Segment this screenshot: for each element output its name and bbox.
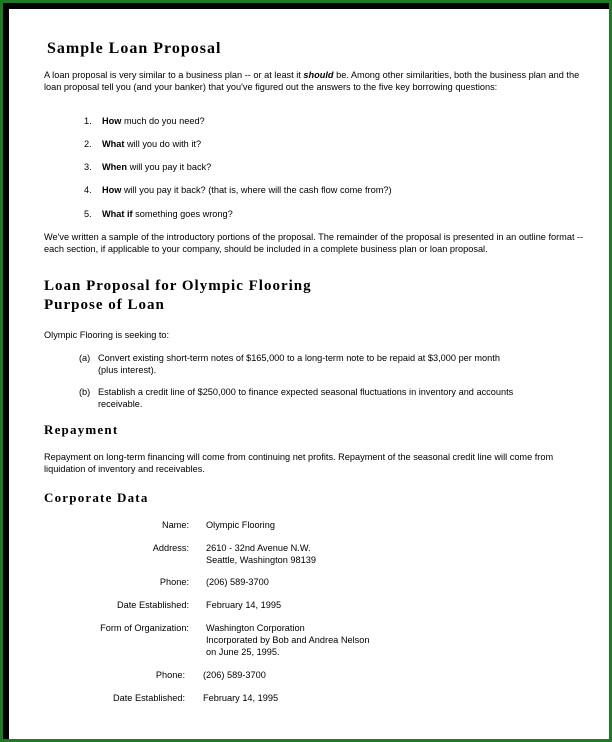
outline-note: We've written a sample of the introductory portions of the proposal. The remainder of the proposal is presented in an outline format -- each section, if applicable to your company, should be included in a complete business plan or loan proposal. <box>44 232 584 254</box>
document-page <box>9 9 609 739</box>
corporate-label: Form of Organization: <box>100 623 189 633</box>
corporate-label: Address: <box>152 543 189 553</box>
corporate-value: 2610 - 32nd Avenue N.W. Seattle, Washington 98139 <box>206 543 316 565</box>
purpose-item: (a) Convert existing short-term notes of $165,000 to a long-term note to be repaid at $3,000 per month (plus interest). <box>79 353 500 375</box>
corporate-value: (206) 589-3700 <box>203 670 266 680</box>
corporate-value: February 14, 1995 <box>206 600 282 610</box>
corporate-label: Name: <box>161 520 189 530</box>
purpose-heading: Purpose of Loan <box>44 297 165 313</box>
purpose-intro: Olympic Flooring is seeking to: <box>44 330 170 340</box>
question-item: 4. How will you pay it back? (that is, where will the cash flow come from?) <box>84 185 392 195</box>
corporate-label: Phone: <box>159 577 189 587</box>
question-item: 3. When will you pay it back? <box>84 162 212 172</box>
corporate-value: Olympic Flooring <box>206 520 275 530</box>
repayment-text: Repayment on long-term financing will come from continuing net profits. Repayment of the seasonal credit line will come from liquidation of inventory and receivables. <box>44 452 554 474</box>
corporate-heading: Corporate Data <box>44 490 149 505</box>
question-item: 1. How much do you need? <box>84 116 205 126</box>
corporate-value: (206) 589-3700 <box>206 577 269 587</box>
repayment-heading: Repayment <box>44 422 119 437</box>
purpose-item: (b) Establish a credit line of $250,000 to finance expected seasonal fluctuations in inventory and accounts receivable. <box>79 387 514 409</box>
intro-emphasis: should <box>303 70 334 80</box>
corporate-value: Washington Corporation Incorporated by Bob and Andrea Nelson on June 25, 1995. <box>206 623 370 657</box>
proposal-heading: Loan Proposal for Olympic Flooring <box>44 278 312 294</box>
question-item: 2. What will you do with it? <box>84 139 202 149</box>
document-title: Sample Loan Proposal <box>47 40 222 57</box>
question-item: 5. What if something goes wrong? <box>84 209 233 219</box>
intro-text-2: be. Among other similarities, both the business plan and the loan proposal tell you (and your banker) that you've figured out the answers to the five key borrowing questions: <box>44 70 580 92</box>
corporate-label: Date Established: <box>112 693 185 703</box>
corporate-label: Date Established: <box>116 600 189 610</box>
intro-text-1: A loan proposal is very similar to a business plan -- or at least it <box>44 70 304 80</box>
corporate-label: Phone: <box>155 670 185 680</box>
intro-paragraph <box>44 69 584 93</box>
corporate-value: February 14, 1995 <box>203 693 279 703</box>
